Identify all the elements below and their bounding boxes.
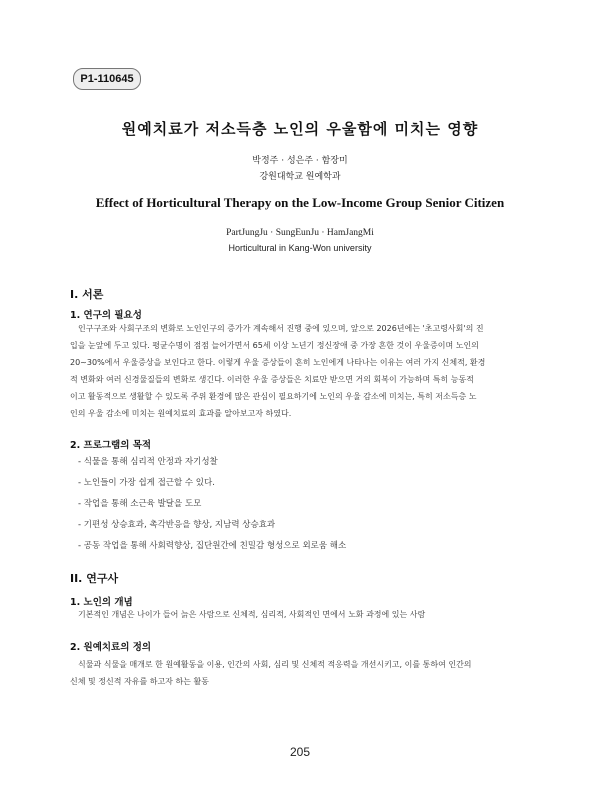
list-item: - 노인들이 가장 쉽게 접근할 수 있다.	[78, 478, 215, 488]
english-authors: PartJungJu · SungEunJu · HamJangMi	[226, 228, 374, 238]
subsection-heading-elderly-concept: 1. 노인의 개념	[70, 597, 133, 608]
paragraph-line: 적 변화와 여러 신경물질들의 변화로 생긴다. 이러한 우울 증상들은 치료만 받으면 거의 회복이 가능하며 특히 능동적	[70, 375, 474, 384]
paragraph-line: 이고 활동적으로 생활할 수 있도록 주위 환경에 많은 관심이 필요하기에 노인의 우울 감소에 미치는, 특히 저소득층 노	[70, 392, 477, 401]
page-number: 205	[289, 745, 311, 759]
subsection-heading-therapy-definition: 2. 원예치료의 정의	[70, 642, 152, 653]
list-item: - 식물을 통해 심리적 안정과 자기성찰	[78, 457, 218, 467]
paragraph-line: 기본적인 개념은 나이가 들어 늙은 사람으로 신체적, 심리적, 사회적인 면에서 노화 과정에 있는 사람	[78, 610, 426, 619]
list-item: - 공동 작업을 통해 사회력향상, 집단원간에 친밀감 형성으로 외로움 해소	[78, 541, 347, 551]
paragraph-line: 신체 및 정신적 자유를 하고자 하는 활동	[70, 677, 209, 686]
paragraph-line: 인구구조와 사회구조의 변화로 노인인구의 증가가 계속해서 진행 중에 있으며, 앞으로 2026년에는 '초고령사회'의 진	[78, 324, 484, 333]
subsection-heading-necessity: 1. 연구의 필요성	[70, 310, 142, 321]
elderly-concept-paragraph	[70, 606, 532, 623]
paragraph-line: 입을 눈앞에 두고 있다. 평균수명이 점점 늘어가면서 65세 이상 노년기 정신장애 중 가장 흔한 것이 우울증이며 노인의	[70, 341, 479, 350]
korean-authors: 박정주 · 성은주 · 함장미	[252, 156, 348, 166]
english-affiliation: Horticultural in Kang-Won university	[228, 243, 372, 253]
subsection-heading-program-purpose: 2. 프로그램의 목적	[70, 440, 152, 451]
english-title: Effect of Horticultural Therapy on the Low-Income Group Senior Citizen	[95, 195, 505, 210]
korean-affiliation: 강원대학교 원예학과	[259, 172, 341, 182]
paragraph-line: 식물과 식물을 매개로 한 원예활동을 이용, 인간의 사회, 심리 및 신체적 적응력을 개선시키고, 이를 통하여 인간의	[78, 660, 472, 669]
section-heading-introduction: I. 서론	[70, 288, 104, 301]
section-heading-research-history: II. 연구사	[70, 572, 119, 585]
korean-title: 원예치료가 저소득층 노인의 우울함에 미치는 영향	[121, 120, 479, 138]
list-item: - 작업을 통해 소근육 발달을 도모	[78, 499, 202, 509]
paragraph-line: 인의 우울 감소에 미치는 원예치료의 효과를 알아보고자 하였다.	[70, 409, 292, 418]
paragraph-line: 20~30%에서 우울증상을 보인다고 한다. 이렇게 우울 증상들이 흔히 노인에게 나타나는 이유는 여러 가지 신체적, 환경	[70, 358, 486, 367]
paper-code-badge: P1-110645	[73, 68, 141, 90]
list-item: - 기편성 상승효과, 촉각반응을 향상, 지남력 상승효과	[78, 520, 276, 530]
program-purpose-list	[78, 452, 346, 557]
necessity-paragraph	[70, 320, 532, 422]
therapy-definition-paragraph	[70, 656, 532, 690]
